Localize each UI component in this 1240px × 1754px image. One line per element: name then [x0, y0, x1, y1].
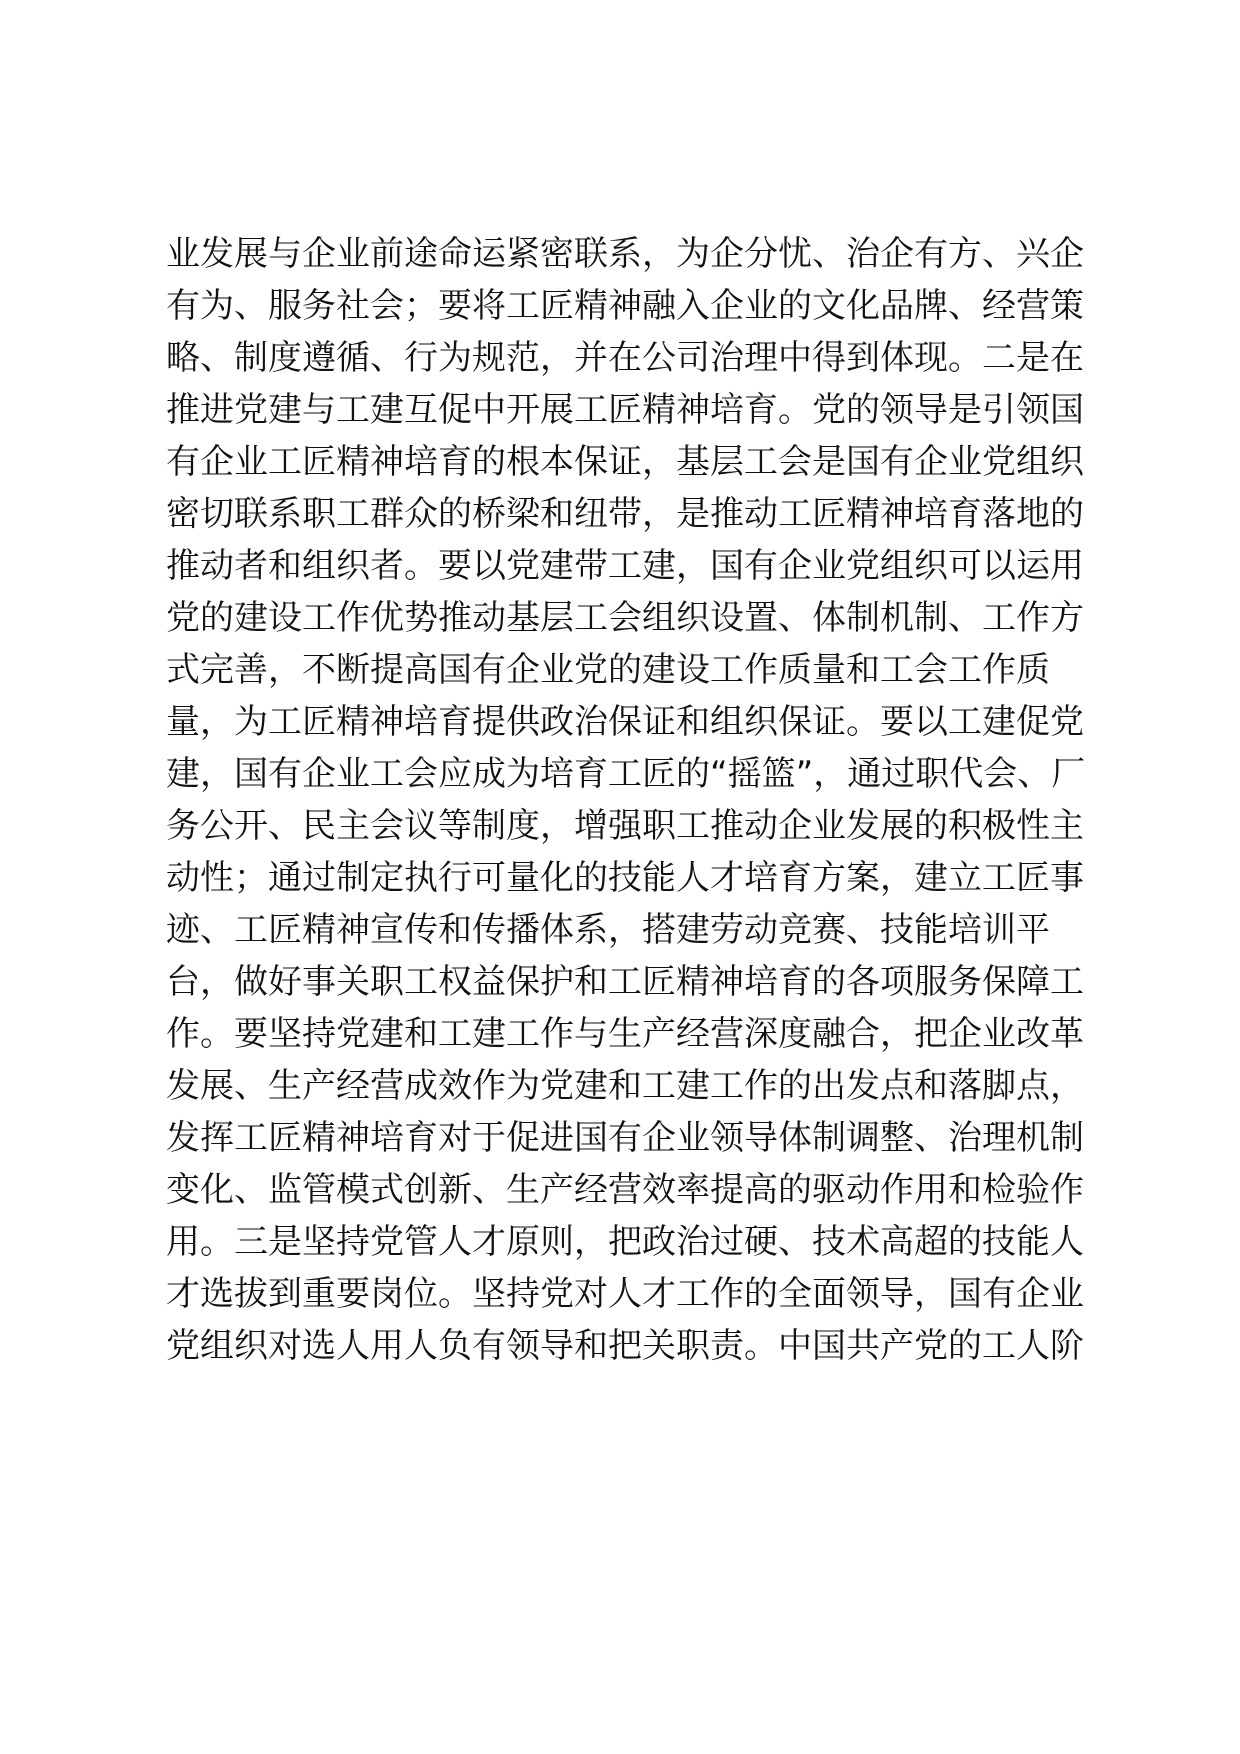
text-line: 有企业工匠精神培育的根本保证，基层工会是国有企业党组织	[166, 442, 1084, 482]
text-line: 密切联系职工群众的桥梁和纽带，是推动工匠精神培育落地的	[166, 494, 1084, 534]
text-line: 略、制度遵循、行为规范，并在公司治理中得到体现。二是在	[166, 338, 1084, 378]
text-line: 推进党建与工建互促中开展工匠精神培育。党的领导是引领国	[166, 390, 1084, 430]
text-line: 台，做好事关职工权益保护和工匠精神培育的各项服务保障工	[166, 962, 1084, 1002]
text-line: 变化、监管模式创新、生产经营效率提高的驱动作用和检验作	[166, 1170, 1084, 1210]
text-line: 式完善，不断提高国有企业党的建设工作质量和工会工作质	[166, 650, 1050, 690]
text-line: 党的建设工作优势推动基层工会组织设置、体制机制、工作方	[166, 598, 1084, 638]
text-line: 务公开、民主会议等制度，增强职工推动企业发展的积极性主	[166, 806, 1084, 846]
text-line: 发展、生产经营成效作为党建和工建工作的出发点和落脚点，	[166, 1066, 1084, 1106]
text-line: 作。要坚持党建和工建工作与生产经营深度融合，把企业改革	[166, 1014, 1084, 1054]
text-line: 发挥工匠精神培育对于促进国有企业领导体制调整、治理机制	[166, 1118, 1084, 1158]
text-line: 建，国有企业工会应成为培育工匠的“摇篮”，通过职代会、厂	[166, 754, 1086, 794]
text-line: 党组织对选人用人负有领导和把关职责。中国共产党的工人阶	[166, 1326, 1084, 1366]
text-line: 迹、工匠精神宣传和传播体系，搭建劳动竞赛、技能培训平	[166, 910, 1050, 950]
text-line: 用。三是坚持党管人才原则，把政治过硬、技术高超的技能人	[166, 1222, 1084, 1262]
text-line: 推动者和组织者。要以党建带工建，国有企业党组织可以运用	[166, 546, 1084, 586]
text-line: 才选拔到重要岗位。坚持党对人才工作的全面领导，国有企业	[166, 1274, 1084, 1314]
text-line: 动性；通过制定执行可量化的技能人才培育方案，建立工匠事	[166, 858, 1084, 898]
text-line: 有为、服务社会；要将工匠精神融入企业的文化品牌、经营策	[166, 286, 1084, 326]
body-paragraph	[166, 228, 1086, 1372]
text-line: 业发展与企业前途命运紧密联系，为企分忧、治企有方、兴企	[166, 234, 1084, 274]
text-line: 量，为工匠精神培育提供政治保证和组织保证。要以工建促党	[166, 702, 1084, 742]
